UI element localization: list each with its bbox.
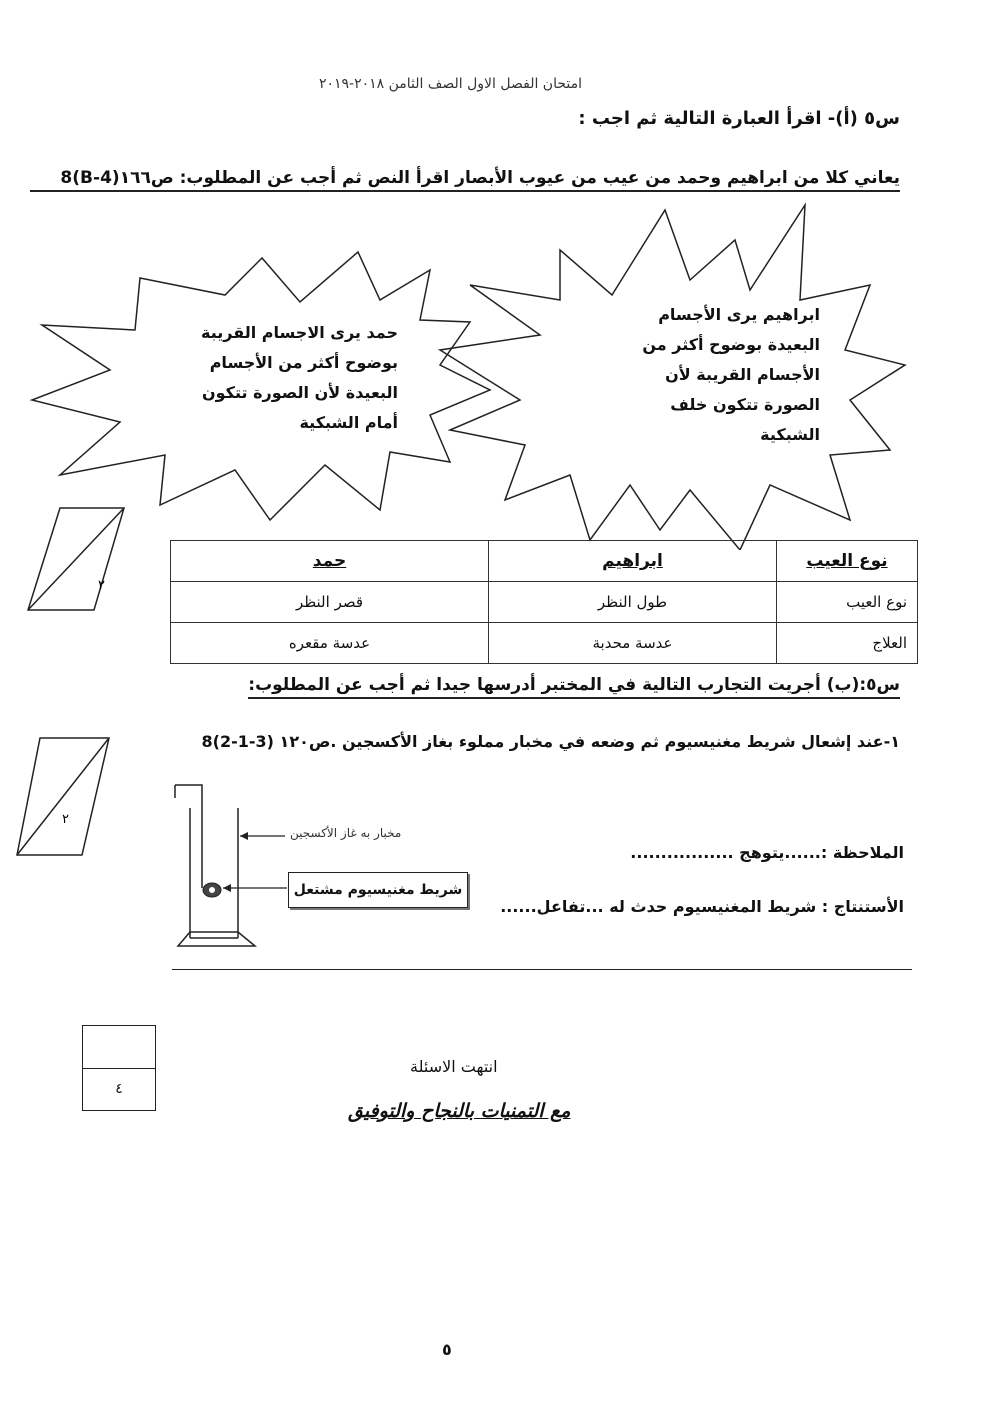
exam-header: امتحان الفصل الاول الصف الثامن ٢٠١٨-٢٠١٩ [318, 76, 582, 92]
hamad-line-2: بوضوح أكثر من الأجسام [209, 353, 398, 372]
cylinder-label: مخبار به غاز الأكسجين [290, 826, 402, 840]
header-hamad: حمد [171, 541, 489, 582]
score-box-2 [12, 735, 117, 860]
ibrahim-line-3: الأجسام القريبة لأن [665, 365, 820, 384]
row2-ibrahim: عدسة محدبة [489, 623, 777, 664]
header-ibrahim: ابراهيم [489, 541, 777, 582]
observation-text: الملاحظة :......يتوهج ................. [630, 843, 904, 862]
hamad-line-1: حمد يرى الاجسام القريبة [201, 323, 398, 342]
ibrahim-line-4: الصورة تتكون خلف [670, 395, 820, 414]
header-defect-type: نوع العيب [777, 541, 918, 582]
score-box-1 [20, 505, 130, 615]
question-5b-title: س٥:(ب) أجريت التجارب التالية في المختبر أدرسها جيدا ثم أجب عن المطلوب: [248, 675, 900, 699]
question-5a-title: س٥ (أ)- اقرأ العبارة التالية ثم اجب : [578, 108, 900, 129]
row1-hamad: قصر النظر [171, 582, 489, 623]
defects-table [170, 540, 918, 664]
conclusion-text: الأستنتاج : شريط المغنيسيوم حدث له ...تفاعل...... [500, 897, 904, 916]
total-score-box [82, 1025, 156, 1111]
table-row [171, 623, 918, 664]
cylinder-diagram [160, 780, 300, 960]
hamad-line-3: البعيدة لأن الصورة تتكون [201, 383, 398, 402]
hamad-burst-text [178, 318, 398, 438]
magnesium-label: شريط مغنيسيوم مشتعل [288, 872, 468, 908]
ibrahim-line-1: ابراهيم يرى الأجسام [658, 305, 820, 324]
score-box-2-value: ٢ [62, 812, 69, 827]
row2-hamad: عدسة مقعره [171, 623, 489, 664]
row1-ibrahim: طول النظر [489, 582, 777, 623]
row1-label: نوع العيب [777, 582, 918, 623]
good-luck-wishes: مع التمنيات بالنجاح والتوفيق [348, 1100, 571, 1122]
total-score-value: ٤ [115, 1081, 123, 1097]
burst-shapes [0, 200, 992, 550]
ibrahim-burst-text [610, 300, 820, 450]
end-of-questions: انتهت الاسئلة [410, 1057, 498, 1076]
page-number: ٥ [442, 1340, 452, 1359]
table-header-row [171, 541, 918, 582]
ibrahim-line-5: الشبكية [760, 425, 820, 444]
question-5a-intro: يعاني كلا من ابراهيم وحمد من عيب من عيوب الأبصار اقرأ النص ثم أجب عن المطلوب: ص١٦٦(4-B)8 [30, 168, 900, 192]
ibrahim-line-2: البعيدة بوضوح أكثر من [642, 335, 820, 354]
table-row [171, 582, 918, 623]
hamad-line-4: أمام الشبكية [299, 413, 398, 432]
experiment-1-text: ١-عند إشعال شريط مغنيسيوم ثم وضعه في مخبار مملوء بغاز الأكسجين .ص١٢٠ (3-1-2)8 [201, 732, 900, 751]
row2-label: العلاج [777, 623, 918, 664]
score-box-1-value: ٢ [98, 578, 105, 593]
divider-line [172, 969, 912, 970]
